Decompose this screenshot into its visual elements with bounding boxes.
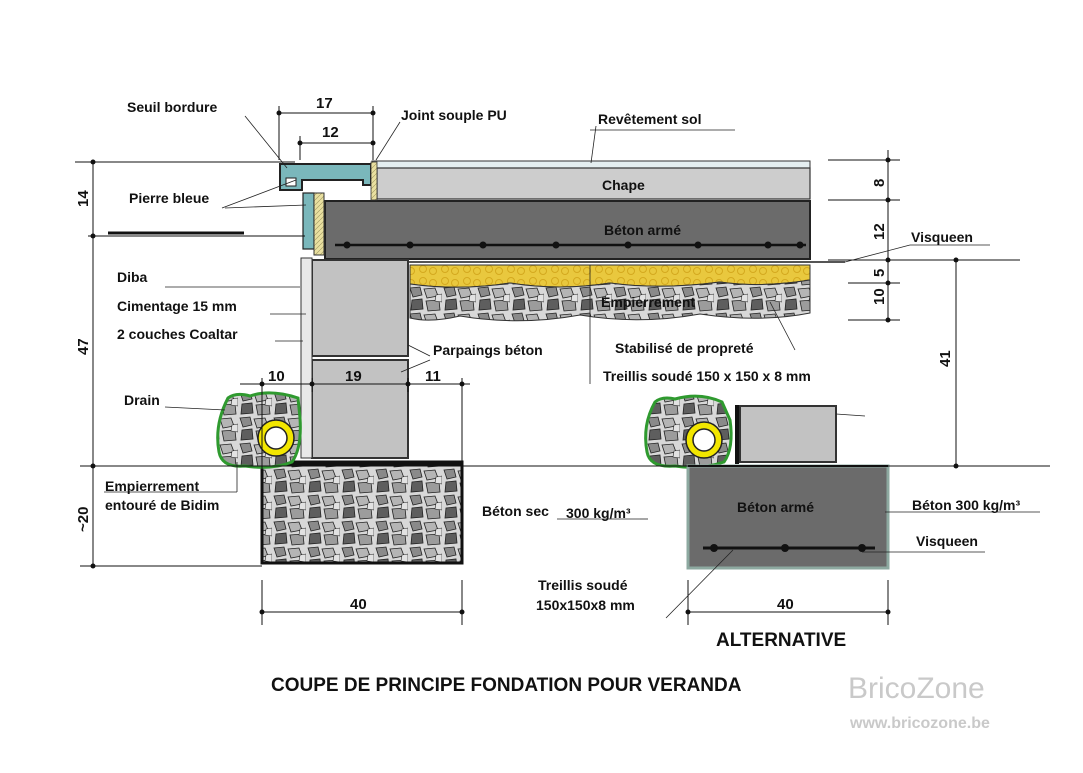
- dim-8: 8: [871, 178, 888, 187]
- label-visqueen: Visqueen: [911, 229, 973, 245]
- label-coaltar: 2 couches Coaltar: [117, 326, 238, 342]
- label-drain: Drain: [124, 392, 160, 408]
- dim-40-right: 40: [777, 596, 794, 613]
- dim-12-right: 12: [871, 223, 888, 240]
- watermark-url: www.bricozone.be: [850, 715, 990, 732]
- alt-drain-pipe: [693, 429, 715, 451]
- dim-20: ~20: [75, 506, 92, 532]
- label-seuil: Seuil bordure: [127, 99, 218, 115]
- label-alt-treillis-2: 150x150x8 mm: [536, 597, 635, 613]
- footing-dry-concrete: [262, 462, 462, 563]
- label-beton-arme: Béton armé: [604, 222, 682, 238]
- dim-19: 19: [345, 368, 362, 385]
- watermark-brand: BricoZone: [848, 672, 985, 705]
- pu-joint: [371, 162, 377, 200]
- label-emp-bidim-1: Empierrement: [105, 478, 200, 494]
- dim-5: 5: [871, 268, 888, 277]
- label-joint: Joint souple PU: [401, 107, 507, 123]
- label-beton-sec-value: 300 kg/m³: [566, 505, 631, 521]
- dim-17: 17: [316, 95, 333, 112]
- label-diba: Diba: [117, 269, 148, 285]
- coaltar-coating: [301, 258, 312, 458]
- dim-10: 10: [268, 368, 285, 385]
- label-alt-treillis-1: Treillis soudé: [538, 577, 628, 593]
- dim-47: 47: [75, 338, 92, 355]
- dim-40-left: 40: [350, 596, 367, 613]
- dim-41: 41: [937, 350, 954, 367]
- label-alt-visqueen: Visqueen: [916, 533, 978, 549]
- label-revetement: Revêtement sol: [598, 111, 702, 127]
- label-alt-beton-arme: Béton armé: [737, 499, 815, 515]
- drain-pipe: [265, 427, 287, 449]
- joint-filler: [314, 193, 324, 255]
- label-stabilise: Stabilisé de propreté: [615, 340, 754, 356]
- label-empierrement: Empierrement: [601, 294, 696, 310]
- alt-concrete-block: [740, 406, 836, 462]
- dim-11: 11: [425, 368, 441, 385]
- dim-14: 14: [75, 190, 92, 207]
- label-pierre: Pierre bleue: [129, 190, 210, 206]
- concrete-block-upper: [312, 260, 408, 356]
- label-beton-sec: Béton sec: [482, 503, 549, 519]
- dim-12-top: 12: [322, 124, 339, 141]
- label-cimentage: Cimentage 15 mm: [117, 298, 237, 314]
- dim-10-right: 10: [871, 288, 888, 305]
- label-treillis: Treillis soudé 150 x 150 x 8 mm: [603, 368, 811, 384]
- label-chape: Chape: [602, 177, 645, 193]
- label-parpaings: Parpaings béton: [433, 342, 543, 358]
- drawing-title: COUPE DE PRINCIPE FONDATION POUR VERANDA: [271, 675, 742, 696]
- reinforced-slab: [325, 201, 810, 259]
- bluestone-upright: [303, 193, 314, 249]
- label-alt-beton: Béton 300 kg/m³: [912, 497, 1021, 513]
- subtitle-alternative: ALTERNATIVE: [716, 630, 847, 651]
- screed-layer: [377, 168, 810, 199]
- label-emp-bidim-2: entouré de Bidim: [105, 497, 220, 513]
- alt-footing: [688, 466, 888, 568]
